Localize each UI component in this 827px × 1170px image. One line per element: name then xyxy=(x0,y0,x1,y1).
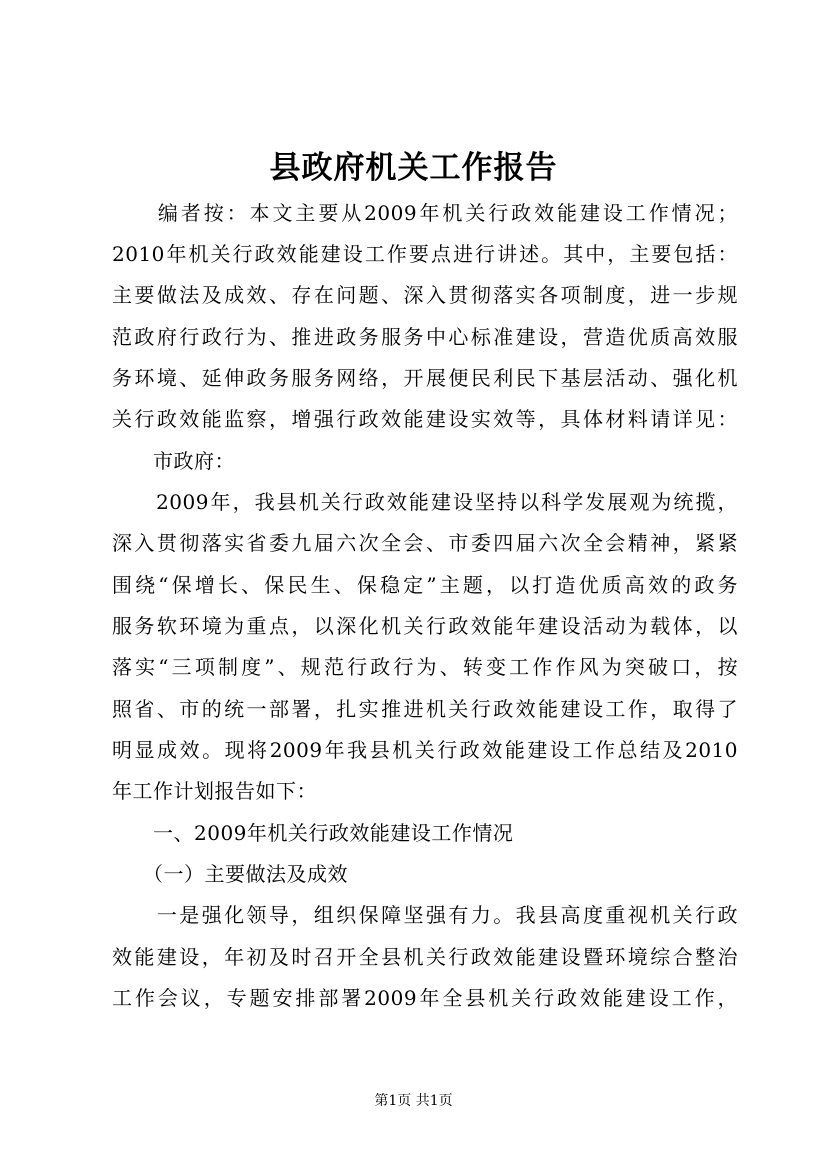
body-line: 一是强化领导，组织保障坚强有力。我县高度重视机关行政 xyxy=(112,903,738,927)
body-line: 年工作计划报告如下： xyxy=(112,779,317,803)
body-line: 市政府： xyxy=(112,449,235,473)
body-line: 2009年，我县机关行政效能建设坚持以科学发展观为统揽， xyxy=(112,490,738,514)
body-line: 2010年机关行政效能建设工作要点进行讲述。其中，主要包括： xyxy=(112,242,738,266)
page-number-footer: 第1页 共1页 xyxy=(374,1093,453,1109)
section-heading: 一、2009年机关行政效能建设工作情况 xyxy=(112,821,514,845)
body-line: 工作会议，专题安排部署2009年全县机关行政效能建设工作， xyxy=(112,986,738,1010)
body-line: 围绕“保增长、保民生、保稳定”主题，以打造优质高效的政务 xyxy=(112,573,738,597)
body-line: 深入贯彻落实省委九届六次全会、市委四届六次全会精神，紧紧 xyxy=(112,531,738,555)
body-line: 主要做法及成效、存在问题、深入贯彻落实各项制度，进一步规 xyxy=(112,283,738,307)
body-line: 照省、市的统一部署，扎实推进机关行政效能建设工作，取得了 xyxy=(112,697,738,721)
body-line: 编者按：本文主要从2009年机关行政效能建设工作情况； xyxy=(112,201,738,225)
body-line: 务环境、延伸政务服务网络，开展便民利民下基层活动、强化机 xyxy=(112,366,738,390)
body-line: 关行政效能监察，增强行政效能建设实效等，具体材料请详见： xyxy=(112,407,738,431)
document-title: 县政府机关工作报告 xyxy=(269,150,558,186)
body-line: 服务软环境为重点，以深化机关行政效能年建设活动为载体，以 xyxy=(112,614,738,638)
body-line: 明显成效。现将2009年我县机关行政效能建设工作总结及2010 xyxy=(112,738,738,762)
body-line: 效能建设，年初及时召开全县机关行政效能建设暨环境综合整治 xyxy=(112,945,738,969)
body-line: 落实“三项制度”、规范行政行为、转变工作作风为突破口，按 xyxy=(112,655,738,679)
body-line: 范政府行政行为、推进政务服务中心标准建设，营造优质高效服 xyxy=(112,325,738,349)
subsection-heading: （一）主要做法及成效 xyxy=(112,862,348,886)
